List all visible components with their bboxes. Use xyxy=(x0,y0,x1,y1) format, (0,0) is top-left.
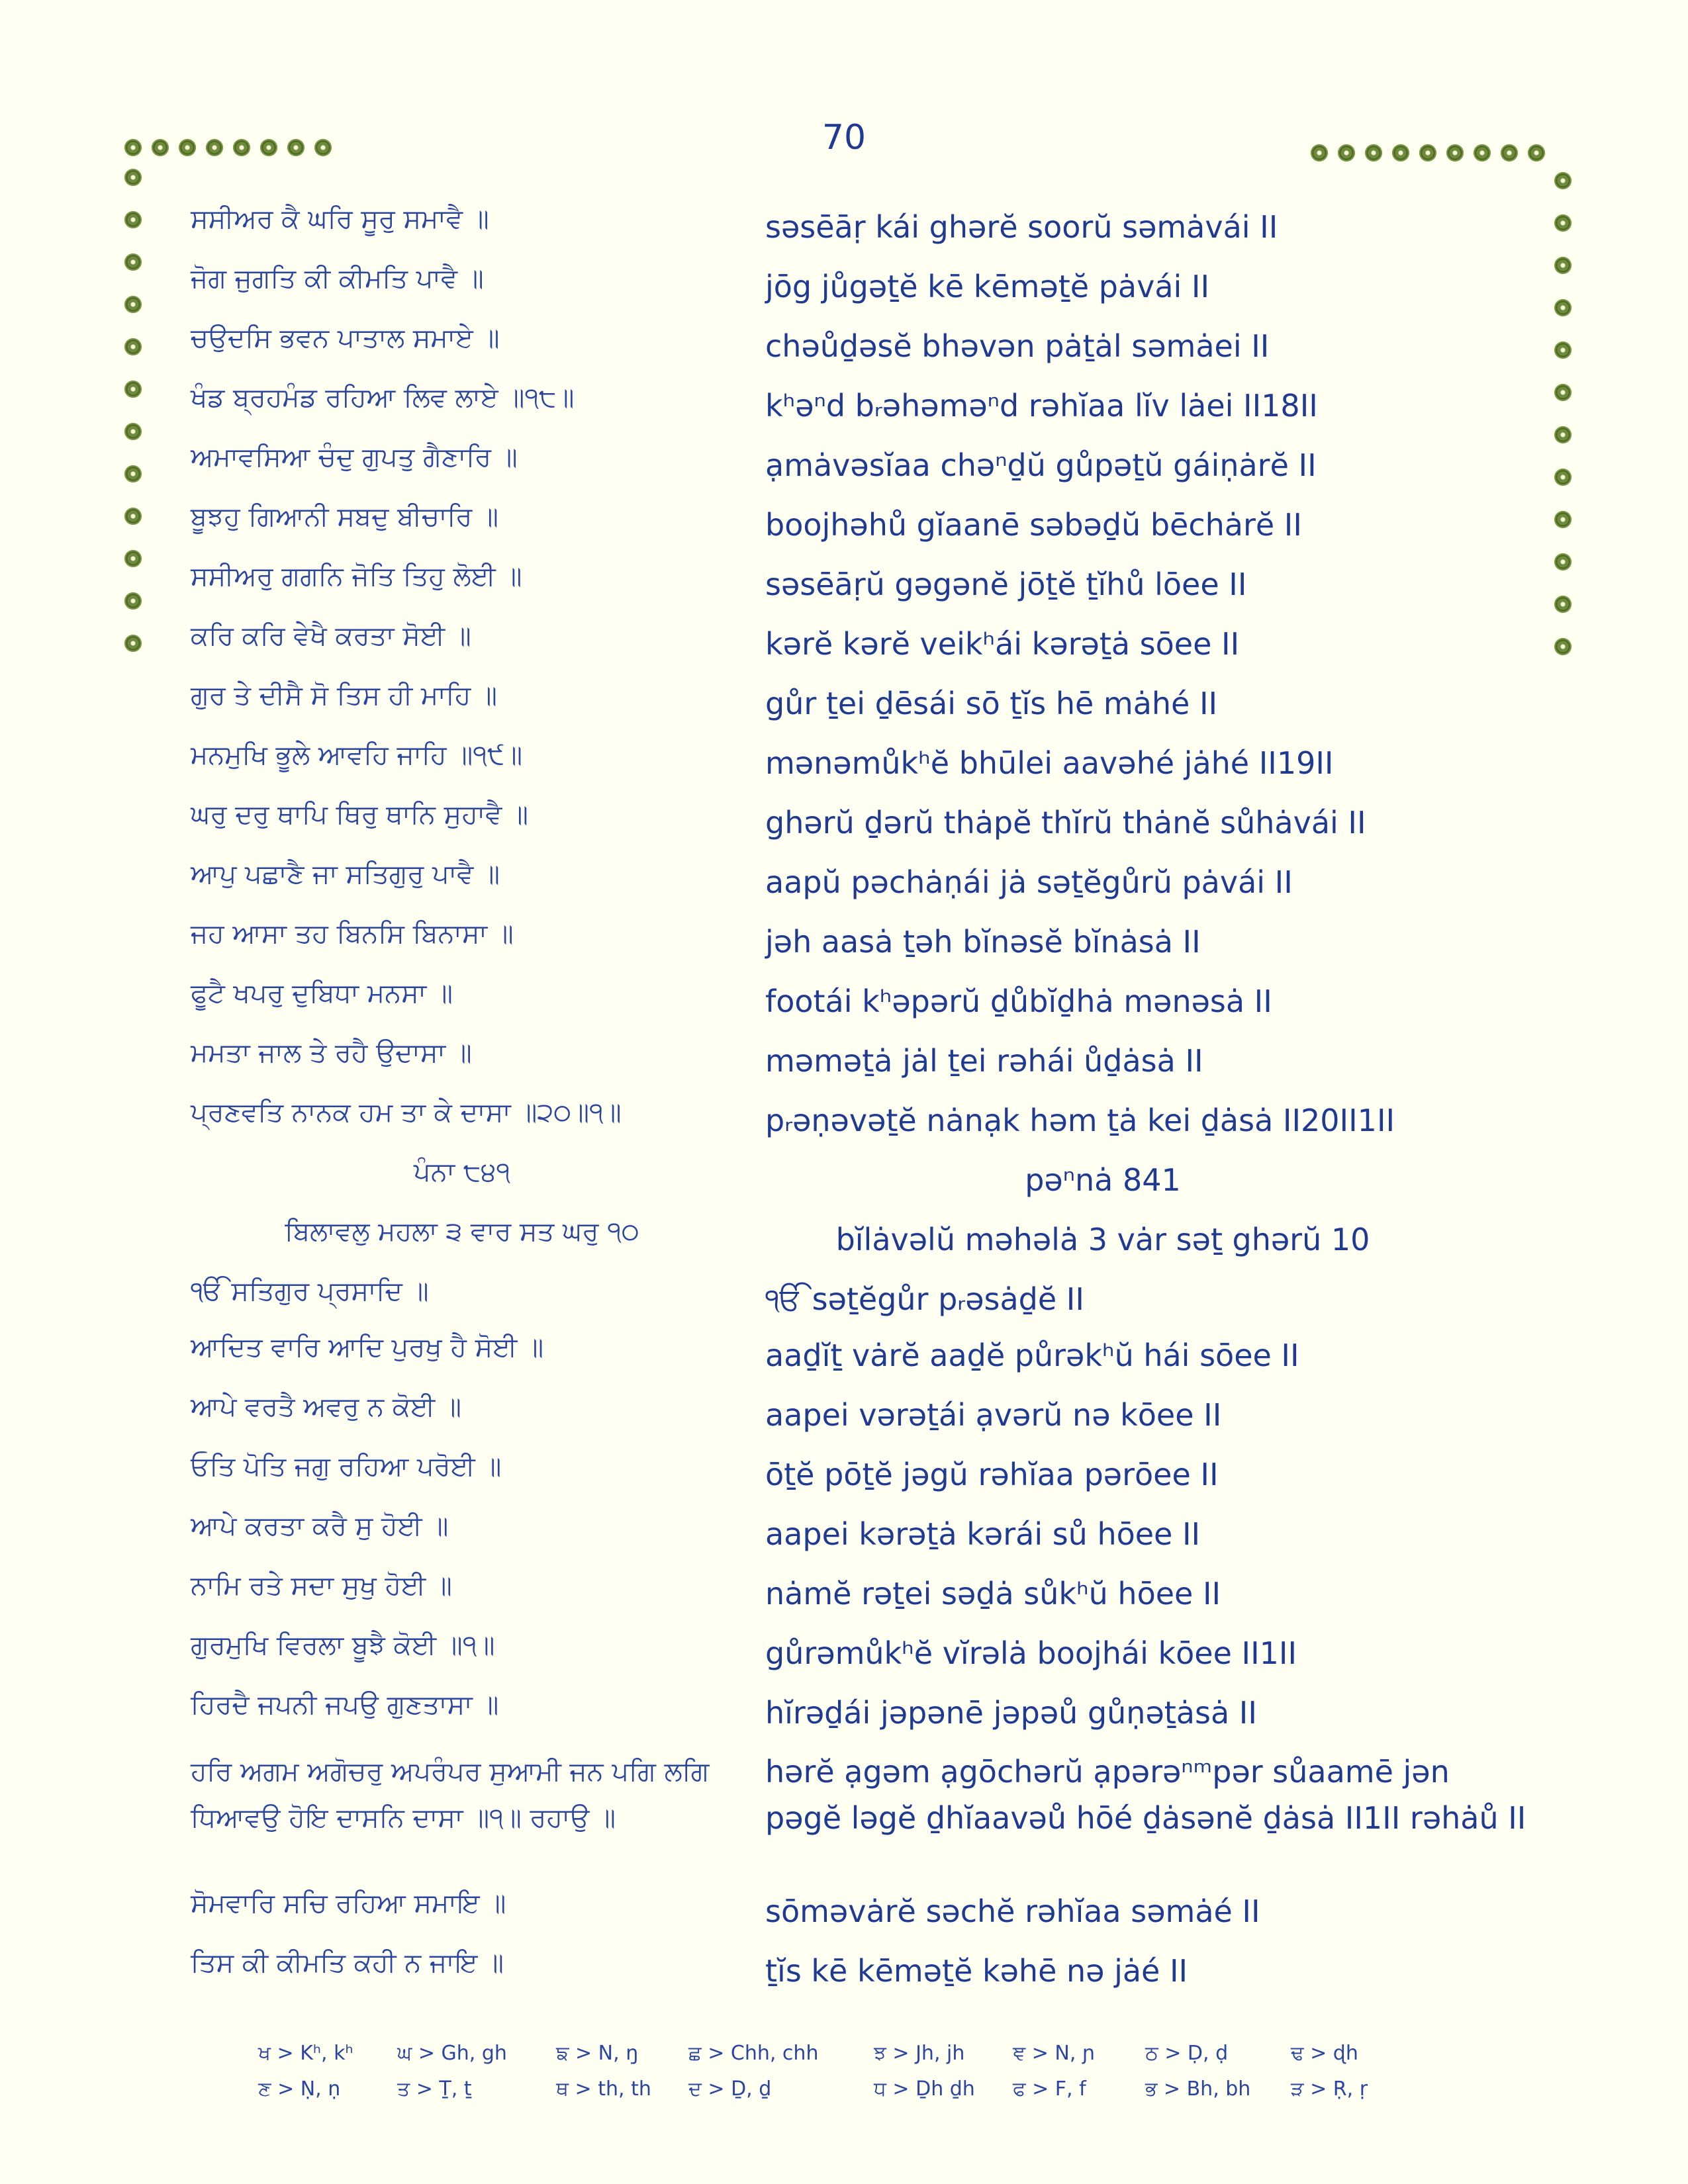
gurmukhi-text: ਬੂਝਹੁ ਗਿਆਨੀ ਸਬਦੁ ਬੀਚਾਰਿ ॥ xyxy=(191,502,498,532)
gurmukhi-text: ਮਨਮੁਖਿ ਭੂਲੇ ਆਵਹਿ ਜਾਹਿ ॥੧੯॥ xyxy=(191,740,523,770)
transliteration-text: aapŭ pəchȧṇái jȧ səṯĕgůrŭ pȧvái II xyxy=(765,864,1293,900)
legend-item: ਭ > Bh, bh xyxy=(1145,2077,1251,2101)
transliteration-text: aapei vərəṯái ạvərŭ nə kōee II xyxy=(765,1397,1222,1433)
transliteration-text: gůr ṯei ḏēsái sō ṯĭs hē mȧhé II xyxy=(765,686,1218,721)
transliteration-text: aaḏĭṯ vȧrĕ aaḏĕ půrəkʰŭ hái sōee II xyxy=(765,1338,1299,1373)
legend-row xyxy=(258,2077,1450,2113)
gurmukhi-text: ਆਪੁ ਪਛਾਣੈ ਜਾ ਸਤਿਗੁਰੁ ਪਾਵੈ ॥ xyxy=(191,859,500,889)
legend-item: ਢ > ɖh xyxy=(1291,2042,1358,2065)
gurmukhi-text: ਫੂਟੈ ਖਪਰੁ ਦੁਬਿਧਾ ਮਨਸਾ ॥ xyxy=(191,978,453,1009)
gurmukhi-text: ਤਿਸ ਕੀ ਕੀਮਤਿ ਕਹੀ ਨ ਜਾਇ ॥ xyxy=(191,1948,504,1978)
transliteration-text: məməṯȧ jȧl ṯei rəhái ůḏȧsȧ II xyxy=(765,1043,1203,1079)
transliteration-text: ōṯĕ pōṯĕ jəgŭ rəhĭaa pərōee II xyxy=(765,1457,1219,1492)
legend-item: ਦ > Ḏ, ḏ xyxy=(688,2077,772,2101)
transliteration-legend xyxy=(258,2042,1450,2113)
page-number: 70 xyxy=(821,118,867,158)
legend-item: ਛ > Chh, chh xyxy=(688,2042,819,2065)
transliteration-text: footái kʰəpərŭ ḏůbĭḏhȧ mənəsȧ II xyxy=(765,983,1272,1019)
gurmukhi-text: ਕਰਿ ਕਰਿ ਵੇਖੈ ਕਰਤਾ ਸੋਈ ॥ xyxy=(191,621,471,651)
transliteration-text: jəh aasȧ ṯəh bĭnəsĕ bĭnȧsȧ II xyxy=(765,924,1201,960)
transliteration-text: aapei kərəṯȧ kərái sů hōee II xyxy=(765,1516,1201,1552)
legend-item: ੜ > Ṛ, ṛ xyxy=(1291,2077,1368,2101)
gurmukhi-text: ਗੁਰਮੁਖਿ ਵਿਰਲਾ ਬੂਝੈ ਕੋਈ ॥੧॥ xyxy=(191,1630,495,1661)
transliteration-text: səsēāṛŭ gəgənĕ jōṯĕ ṯĭhů lōee II xyxy=(765,567,1247,602)
legend-item: ਠ > Ḍ, ḍ xyxy=(1145,2042,1229,2065)
transliteration-text: kərĕ kərĕ veikʰái kərəṯȧ sōee II xyxy=(765,626,1240,662)
gurmukhi-text: ਮਮਤਾ ਜਾਲ ਤੇ ਰਹੈ ਉਦਾਸਾ ॥ xyxy=(191,1038,472,1068)
transliteration-text: səsēāṛ kái ghərĕ soorŭ səmȧvái II xyxy=(765,209,1278,245)
legend-item: ਧ > Ḏh ḏh xyxy=(874,2077,975,2101)
transliteration-text: ੴ səṯĕgůr pᵣəsȧḏĕ II xyxy=(765,1281,1084,1317)
transliteration-text: bĭlȧvəlŭ məhəlȧ 3 vȧr səṯ ghərŭ 10 xyxy=(835,1222,1370,1257)
transliteration-text: mənəmůkʰĕ bhūlei aavəhé jȧhé II19II xyxy=(765,745,1334,781)
gurmukhi-text: ਗੁਰ ਤੇ ਦੀਸੈ ਸੋ ਤਿਸ ਹੀ ਮਾਹਿ ॥ xyxy=(191,680,497,711)
gurmukhi-text: ਘਰੁ ਦਰੁ ਥਾਪਿ ਥਿਰੁ ਥਾਨਿ ਸੁਹਾਵੈ ॥ xyxy=(191,799,528,830)
gurmukhi-text: ਚਉਦਸਿ ਭਵਨ ਪਾਤਾਲ ਸਮਾਏ ॥ xyxy=(191,323,500,353)
legend-item: ਝ > Jh, jh xyxy=(874,2042,965,2065)
gurmukhi-text: ਆਦਿਤ ਵਾਰਿ ਆਦਿ ਪੁਰਖੁ ਹੈ ਸੋਈ ॥ xyxy=(191,1332,544,1363)
legend-item: ਣ > Ṇ, ṇ xyxy=(258,2077,341,2101)
gurmukhi-text: ਹਿਰਦੈ ਜਪਨੀ ਜਪਉ ਗੁਣਤਾਸਾ ॥ xyxy=(191,1690,499,1720)
gurmukhi-text: ਨਾਮਿ ਰਤੇ ਸਦਾ ਸੁਖੁ ਹੋਈ ॥ xyxy=(191,1570,452,1601)
gurmukhi-text: ਜਹ ਆਸਾ ਤਹ ਬਿਨਸਿ ਬਿਨਾਸਾ ॥ xyxy=(191,919,514,949)
legend-row xyxy=(258,2042,1450,2077)
transliteration-text: ṯĭs kē kēməṯĕ kəhē nə jȧé II xyxy=(765,1953,1188,1989)
transliteration-text: hərĕ ạgəm ạgōchərŭ ạpərəⁿᵐpər sůaamē jən pəgĕ ləgĕ ḏhĭaavəů hōé ḏȧsənĕ ḏȧsȧ II1II rəhȧů II xyxy=(765,1754,1526,1836)
legend-item: ਤ > Ṯ, ṯ xyxy=(397,2077,472,2101)
gurmukhi-text: ਬਿਲਾਵਲੁ ਮਹਲਾ ੩ ਵਾਰ ਸਤ ਘਰੁ ੧੦ xyxy=(285,1216,639,1247)
transliteration-text: pᵣəṇəvəṯĕ nȧnạk həm ṯȧ kei ḏȧsȧ II20II1II xyxy=(765,1103,1395,1138)
gurmukhi-text: ਸਸੀਅਰੁ ਗਗਨਿ ਜੋਤਿ ਤਿਹੁ ਲੋਈ ॥ xyxy=(191,561,522,592)
transliteration-text: sōməvȧrĕ səchĕ rəhĭaa səmȧé II xyxy=(765,1893,1260,1929)
gurmukhi-text: ਓਤਿ ਪੋਤਿ ਜਗੁ ਰਹਿਆ ਪਰੋਈ ॥ xyxy=(191,1451,502,1482)
gurmukhi-text: ਪੰਨਾ ੮੪੧ xyxy=(413,1157,511,1187)
transliteration-text: hĭrəḏái jəpənē jəpəů gůṇəṯȧsȧ II xyxy=(765,1695,1257,1731)
legend-item: ਞ > N, ɲ xyxy=(1013,2042,1096,2065)
transliteration-text: ghərŭ ḏərŭ thȧpĕ thĭrŭ thȧnĕ sůhȧvái II xyxy=(765,805,1366,841)
transliteration-text: kʰəⁿd bᵣəhəməⁿd rəhĭaa lĭv lȧei II18II xyxy=(765,388,1318,424)
gurmukhi-text: ਹਰਿ ਅਗਮ ਅਗੋਚਰੁ ਅਪਰੰਪਰ ਸੁਆਮੀ ਜਨ ਪਗਿ ਲਗਿ ਧਿਆਵਉ ਹੋਇ ਦਾਸਨਿ ਦਾਸਾ ॥੧॥ ਰਹਾਉ ॥ xyxy=(191,1756,710,1833)
legend-item: ਫ > F, f xyxy=(1013,2077,1086,2101)
gurmukhi-text: ਅਮਾਵਸਿਆ ਚੰਦੁ ਗੁਪਤੁ ਗੈਣਾਰਿ ॥ xyxy=(191,442,518,473)
gurmukhi-text: ਜੋਗ ਜੁਗਤਿ ਕੀ ਕੀਮਤਿ ਪਾਵੈ ॥ xyxy=(191,263,484,294)
transliteration-text: gůrəmůkʰĕ vĭrəlȧ boojhái kōee II1II xyxy=(765,1635,1297,1671)
gurmukhi-text: ਪ੍ਰਣਵਤਿ ਨਾਨਕ ਹਮ ਤਾ ਕੇ ਦਾਸਾ ॥੨੦॥੧॥ xyxy=(191,1097,622,1128)
gurmukhi-text: ਖੰਡ ਬ੍ਰਹਮੰਡ ਰਹਿਆ ਲਿਵ ਲਾਏ ॥੧੮॥ xyxy=(191,383,575,413)
transliteration-text: jōg jůgəṯĕ kē kēməṯĕ pȧvái II xyxy=(765,269,1210,304)
gurmukhi-text: ਆਪੇ ਵਰਤੈ ਅਵਰੁ ਨ ਕੋਈ ॥ xyxy=(191,1392,461,1422)
legend-item: ਥ > th, th xyxy=(556,2077,651,2101)
transliteration-text: boojhəhů gĭaanē səbəḏŭ bēchȧrĕ II xyxy=(765,507,1302,543)
gurmukhi-text: ਸੋਮਵਾਰਿ ਸਚਿ ਰਹਿਆ ਸਮਾਇ ॥ xyxy=(191,1888,506,1919)
transliteration-text: pəⁿnȧ 841 xyxy=(1025,1162,1181,1198)
gurmukhi-text: ਆਪੇ ਕਰਤਾ ਕਰੈ ਸੁ ਹੋਈ ॥ xyxy=(191,1511,449,1541)
transliteration-text: ạmȧvəsĭaa chəⁿḏŭ gůpəṯŭ gáiṇȧrĕ II xyxy=(765,447,1317,483)
gurmukhi-text: ੴ ਸਤਿਗੁਰ ਪ੍ਰਸਾਦਿ ॥ xyxy=(191,1276,429,1306)
legend-item: ਖ > Kʰ, kʰ xyxy=(258,2042,353,2065)
gurmukhi-text: ਸਸੀਅਰ ਕੈ ਘਰਿ ਸੂਰੁ ਸਮਾਵੈ ॥ xyxy=(191,204,489,234)
transliteration-text: nȧmĕ rəṯei səḏȧ sůkʰŭ hōee II xyxy=(765,1576,1221,1612)
legend-item: ਙ > N, ŋ xyxy=(556,2042,639,2065)
legend-item: ਘ > Gh, gh xyxy=(397,2042,507,2065)
transliteration-text: chəůḏəsĕ bhəvən pȧṯȧl səmȧei II xyxy=(765,328,1270,364)
